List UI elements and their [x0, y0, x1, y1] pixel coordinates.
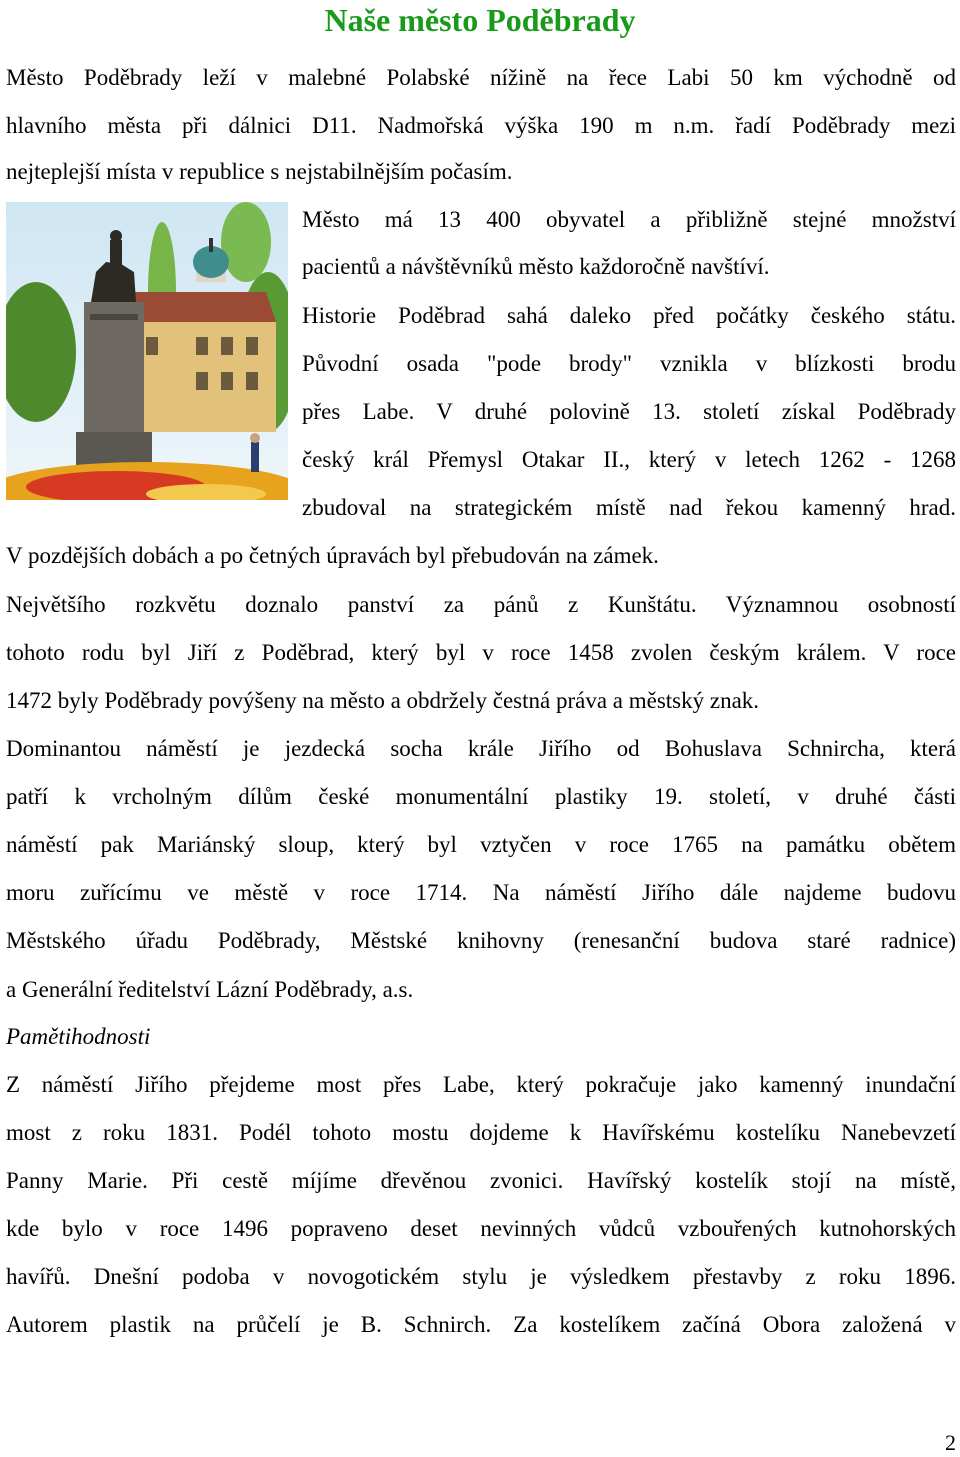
statue-photo	[6, 202, 288, 500]
paragraph-line: zbudoval na strategickém místě nad řekou kamenný hrad.	[302, 495, 956, 520]
section-heading: Pamětihodnosti	[6, 1024, 151, 1049]
paragraph-line: 1472 byly Poděbrady povýšeny na město a obdržely čestná práva a městský znak.	[6, 688, 760, 713]
page-title: Naše město Poděbrady	[324, 2, 636, 38]
paragraph-line: tohoto rodu byl Jiří z Poděbrad, který byl v roce 1458 zvolen českým králem. V roce	[6, 640, 956, 665]
paragraph-line: Město má 13 400 obyvatel a přibližně stejné množství	[302, 207, 956, 232]
statue-photo-illustration	[6, 202, 288, 500]
paragraph-line: Dominantou náměstí je jezdecká socha krále Jiřího od Bohuslava Schnircha, která	[6, 736, 956, 761]
paragraph-line: přes Labe. V druhé polovině 13. století získal Poděbrady	[302, 399, 956, 424]
paragraph-line: náměstí pak Mariánský sloup, který byl vztyčen v roce 1765 na památku obětem	[6, 832, 956, 857]
paragraph-line: Autorem plastik na průčelí je B. Schnirch. Za kostelíkem začíná Obora založená v	[6, 1312, 956, 1337]
paragraph-line: Panny Marie. Při cestě míjíme dřevěnou zvonici. Havířský kostelík stojí na místě,	[6, 1168, 956, 1193]
paragraph-line: most z roku 1831. Podél tohoto mostu dojdeme k Havířskému kostelíku Nanebevzetí	[6, 1120, 956, 1145]
paragraph-line: český král Přemysl Otakar II., který v letech 1262 - 1268	[302, 447, 956, 472]
paragraph-line: V pozdějších dobách a po četných úpravách byl přebudován na zámek.	[6, 543, 659, 568]
paragraph-line: havířů. Dnešní podoba v novogotickém stylu je výsledkem přestavby z roku 1896.	[6, 1264, 956, 1289]
paragraph-line: hlavního města při dálnici D11. Nadmořská výška 190 m n.m. řadí Poděbrady mezi	[6, 113, 956, 138]
paragraph-line: moru zuřícímu ve městě v roce 1714. Na náměstí Jiřího dále najdeme budovu	[6, 880, 956, 905]
paragraph-line: Město Poděbrady leží v malebné Polabské nížině na řece Labi 50 km východně od	[6, 65, 956, 90]
paragraph-line: patří k vrcholným dílům české monumentální plastiky 19. století, v druhé části	[6, 784, 956, 809]
page-number: 2	[945, 1430, 956, 1455]
paragraph-line: Městského úřadu Poděbrady, Městské knihovny (renesanční budova staré radnice)	[6, 928, 956, 953]
paragraph-line: nejteplejší místa v republice s nejstabilnějším počasím.	[6, 159, 513, 184]
paragraph-line: kde bylo v roce 1496 popraveno deset nevinných vůdců vzbouřených kutnohorských	[6, 1216, 956, 1241]
paragraph-line: Původní osada "pode brody" vznikla v blízkosti brodu	[302, 351, 956, 376]
paragraph-line: pacientů a návštěvníků město každoročně navštíví.	[302, 254, 770, 279]
paragraph-line: a Generální ředitelství Lázní Poděbrady, a.s.	[6, 977, 414, 1002]
paragraph-line: Největšího rozkvětu doznalo panství za pánů z Kunštátu. Významnou osobností	[6, 592, 956, 617]
paragraph-line: Historie Poděbrad sahá daleko před počátky českého státu.	[302, 303, 956, 328]
paragraph-line: Z náměstí Jiřího přejdeme most přes Labe, který pokračuje jako kamenný inundační	[6, 1072, 956, 1097]
